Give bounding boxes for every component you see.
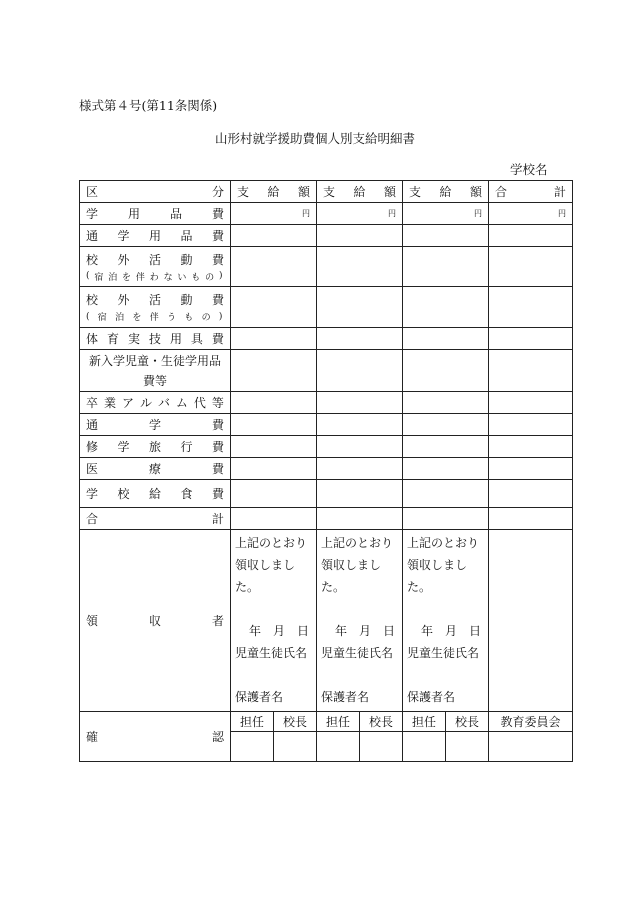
- receipt-guardian-name: 保護者名: [235, 690, 284, 704]
- header-row: [80, 181, 573, 203]
- table-row: [80, 328, 573, 350]
- payment-details-table: [79, 180, 573, 762]
- amount-cell-total[interactable]: [489, 287, 573, 328]
- row-label: [80, 287, 231, 328]
- amount-cell-3[interactable]: 円: [403, 203, 489, 225]
- receipt-line2: 領収しまし: [407, 558, 468, 572]
- row-label-subtext: ( 宿 泊 を 伴 わ な い も の ): [86, 271, 224, 283]
- receipt-block-1[interactable]: [231, 530, 317, 712]
- homeroom-header-1: 担任: [231, 712, 274, 732]
- row-label: [80, 203, 231, 225]
- payment-header-2-text: 支 給 額: [323, 185, 397, 199]
- receipt-guardian-name: 保護者名: [321, 690, 370, 704]
- school-name-label: 学校名: [510, 162, 548, 177]
- row-label-text: 医 療 費: [86, 462, 224, 476]
- receipt-line2: 領収しまし: [235, 558, 296, 572]
- row-label: [80, 414, 231, 436]
- principal-header-2: 校長: [360, 712, 403, 732]
- amount-cell-total[interactable]: [489, 458, 573, 480]
- amount-cell-2[interactable]: [317, 458, 403, 480]
- amount-cell-3[interactable]: [403, 508, 489, 530]
- amount-cell-3[interactable]: [403, 414, 489, 436]
- table-row: [80, 480, 573, 508]
- row-label: 新入学児童・生徒学用品費等: [80, 350, 231, 392]
- total-header: [489, 181, 573, 203]
- amount-cell-total[interactable]: [489, 328, 573, 350]
- row-label-subtext: ( 宿 泊 を 伴 う も の ): [86, 311, 224, 323]
- category-header-text: 区 分: [86, 185, 224, 199]
- payment-header-3-text: 支 給 額: [409, 185, 483, 199]
- payment-header-1-text: 支 給 額: [237, 185, 311, 199]
- row-label-text: 確 認: [86, 730, 224, 744]
- receipt-student-name: 児童生徒氏名: [321, 646, 394, 660]
- receipt-line3: た。: [407, 580, 432, 594]
- row-label: [80, 225, 231, 247]
- table-row: [80, 414, 573, 436]
- receipt-line3: た。: [235, 580, 260, 594]
- amount-cell-1[interactable]: [231, 458, 317, 480]
- amount-cell-3[interactable]: [403, 328, 489, 350]
- row-label: [80, 508, 231, 530]
- amount-cell-total[interactable]: [489, 480, 573, 508]
- row-label-text: 体 育 実 技 用 具 費: [86, 332, 224, 346]
- principal-header-1: 校長: [274, 712, 317, 732]
- total-row: [80, 508, 573, 530]
- table-row: [80, 350, 573, 392]
- amount-cell-2[interactable]: [317, 350, 403, 392]
- form-number: 様式第４号(第11条関係): [79, 98, 218, 113]
- amount-cell-3[interactable]: [403, 480, 489, 508]
- total-header-text: 合 計: [495, 185, 567, 199]
- board-header: 教育委員会: [489, 712, 573, 732]
- homeroom-header-2: 担任: [317, 712, 360, 732]
- amount-cell-total[interactable]: [489, 436, 573, 458]
- row-label-text: 校 外 活 動 費: [86, 293, 224, 307]
- receipt-date: 年 月 日: [335, 624, 396, 638]
- receipt-line1: 上記のとおり: [407, 536, 480, 550]
- payment-header-2: [317, 181, 403, 203]
- amount-cell-1[interactable]: 円: [231, 203, 317, 225]
- amount-cell-2[interactable]: [317, 508, 403, 530]
- row-label: [80, 530, 231, 712]
- amount-cell-total[interactable]: [489, 414, 573, 436]
- row-label-text: 領 収 者: [86, 614, 224, 628]
- row-label: [80, 247, 231, 287]
- row-label-text: 学 校 給 食 費: [86, 487, 224, 501]
- amount-cell-1[interactable]: [231, 392, 317, 414]
- row-label: [80, 328, 231, 350]
- homeroom-stamp-2[interactable]: [317, 732, 360, 762]
- amount-cell-2[interactable]: [317, 247, 403, 287]
- amount-cell-1[interactable]: [231, 414, 317, 436]
- amount-cell-2[interactable]: [317, 287, 403, 328]
- amount-cell-total[interactable]: [489, 508, 573, 530]
- homeroom-header-3: 担任: [403, 712, 446, 732]
- amount-cell-3[interactable]: [403, 350, 489, 392]
- principal-stamp-1[interactable]: [274, 732, 317, 762]
- principal-stamp-2[interactable]: [360, 732, 403, 762]
- receipt-guardian-name: 保護者名: [407, 690, 456, 704]
- receipt-block-3[interactable]: [403, 530, 489, 712]
- table-row: [80, 247, 573, 287]
- row-label-text: 校 外 活 動 費: [86, 252, 224, 267]
- table-row: [80, 225, 573, 247]
- row-label: [80, 392, 231, 414]
- receipt-line1: 上記のとおり: [321, 536, 394, 550]
- amount-cell-3[interactable]: [403, 225, 489, 247]
- amount-cell-3[interactable]: [403, 458, 489, 480]
- receipt-line1: 上記のとおり: [235, 536, 308, 550]
- row-label: [80, 436, 231, 458]
- amount-cell-2[interactable]: [317, 225, 403, 247]
- receipt-student-name: 児童生徒氏名: [235, 646, 308, 660]
- amount-cell-2[interactable]: [317, 328, 403, 350]
- principal-stamp-3[interactable]: [446, 732, 489, 762]
- amount-cell-3[interactable]: [403, 247, 489, 287]
- receipt-date: 年 月 日: [421, 624, 482, 638]
- row-label: [80, 712, 231, 762]
- amount-cell-2[interactable]: [317, 392, 403, 414]
- confirm-header-row: [80, 712, 573, 732]
- row-label-text: 通 学 用 品 費: [86, 229, 224, 243]
- amount-cell-1[interactable]: [231, 508, 317, 530]
- row-label-text: 合 計: [86, 512, 224, 526]
- payment-header-3: [403, 181, 489, 203]
- amount-cell-3[interactable]: [403, 392, 489, 414]
- receipt-line2: 領収しまし: [321, 558, 382, 572]
- row-label-text: 学 用 品 費: [86, 207, 224, 221]
- receipt-row: [80, 530, 573, 712]
- amount-cell-1[interactable]: [231, 436, 317, 458]
- amount-cell-1[interactable]: [231, 225, 317, 247]
- amount-cell-1[interactable]: [231, 350, 317, 392]
- table-row: [80, 458, 573, 480]
- category-header: [80, 181, 231, 203]
- table-row: [80, 203, 573, 225]
- payment-header-1: [231, 181, 317, 203]
- amount-cell-total[interactable]: [489, 392, 573, 414]
- board-stamp[interactable]: [489, 732, 573, 762]
- amount-cell-3[interactable]: [403, 436, 489, 458]
- amount-cell-2[interactable]: 円: [317, 203, 403, 225]
- table-row: [80, 392, 573, 414]
- amount-cell-total[interactable]: [489, 225, 573, 247]
- receipt-line3: た。: [321, 580, 346, 594]
- row-label: [80, 458, 231, 480]
- table-row: [80, 287, 573, 328]
- amount-cell-total[interactable]: [489, 247, 573, 287]
- amount-cell-2[interactable]: [317, 480, 403, 508]
- row-label-text: 修 学 旅 行 費: [86, 440, 224, 454]
- amount-cell-1[interactable]: [231, 328, 317, 350]
- amount-cell-3[interactable]: [403, 287, 489, 328]
- receipt-block-empty: [489, 530, 573, 712]
- amount-cell-total[interactable]: 円: [489, 203, 573, 225]
- amount-cell-2[interactable]: [317, 436, 403, 458]
- amount-cell-1[interactable]: [231, 247, 317, 287]
- receipt-date: 年 月 日: [249, 624, 310, 638]
- receipt-student-name: 児童生徒氏名: [407, 646, 480, 660]
- table-row: [80, 436, 573, 458]
- amount-cell-total[interactable]: [489, 350, 573, 392]
- amount-cell-1[interactable]: [231, 287, 317, 328]
- receipt-block-2[interactable]: [317, 530, 403, 712]
- row-label-text: 通 学 費: [86, 418, 224, 432]
- homeroom-stamp-3[interactable]: [403, 732, 446, 762]
- principal-header-3: 校長: [446, 712, 489, 732]
- amount-cell-2[interactable]: [317, 414, 403, 436]
- row-label-text: 卒 業 ア ル バ ム 代 等: [86, 396, 224, 410]
- document-title: 山形村就学援助費個人別支給明細書: [214, 131, 415, 146]
- row-label: [80, 480, 231, 508]
- homeroom-stamp-1[interactable]: [231, 732, 274, 762]
- amount-cell-1[interactable]: [231, 480, 317, 508]
